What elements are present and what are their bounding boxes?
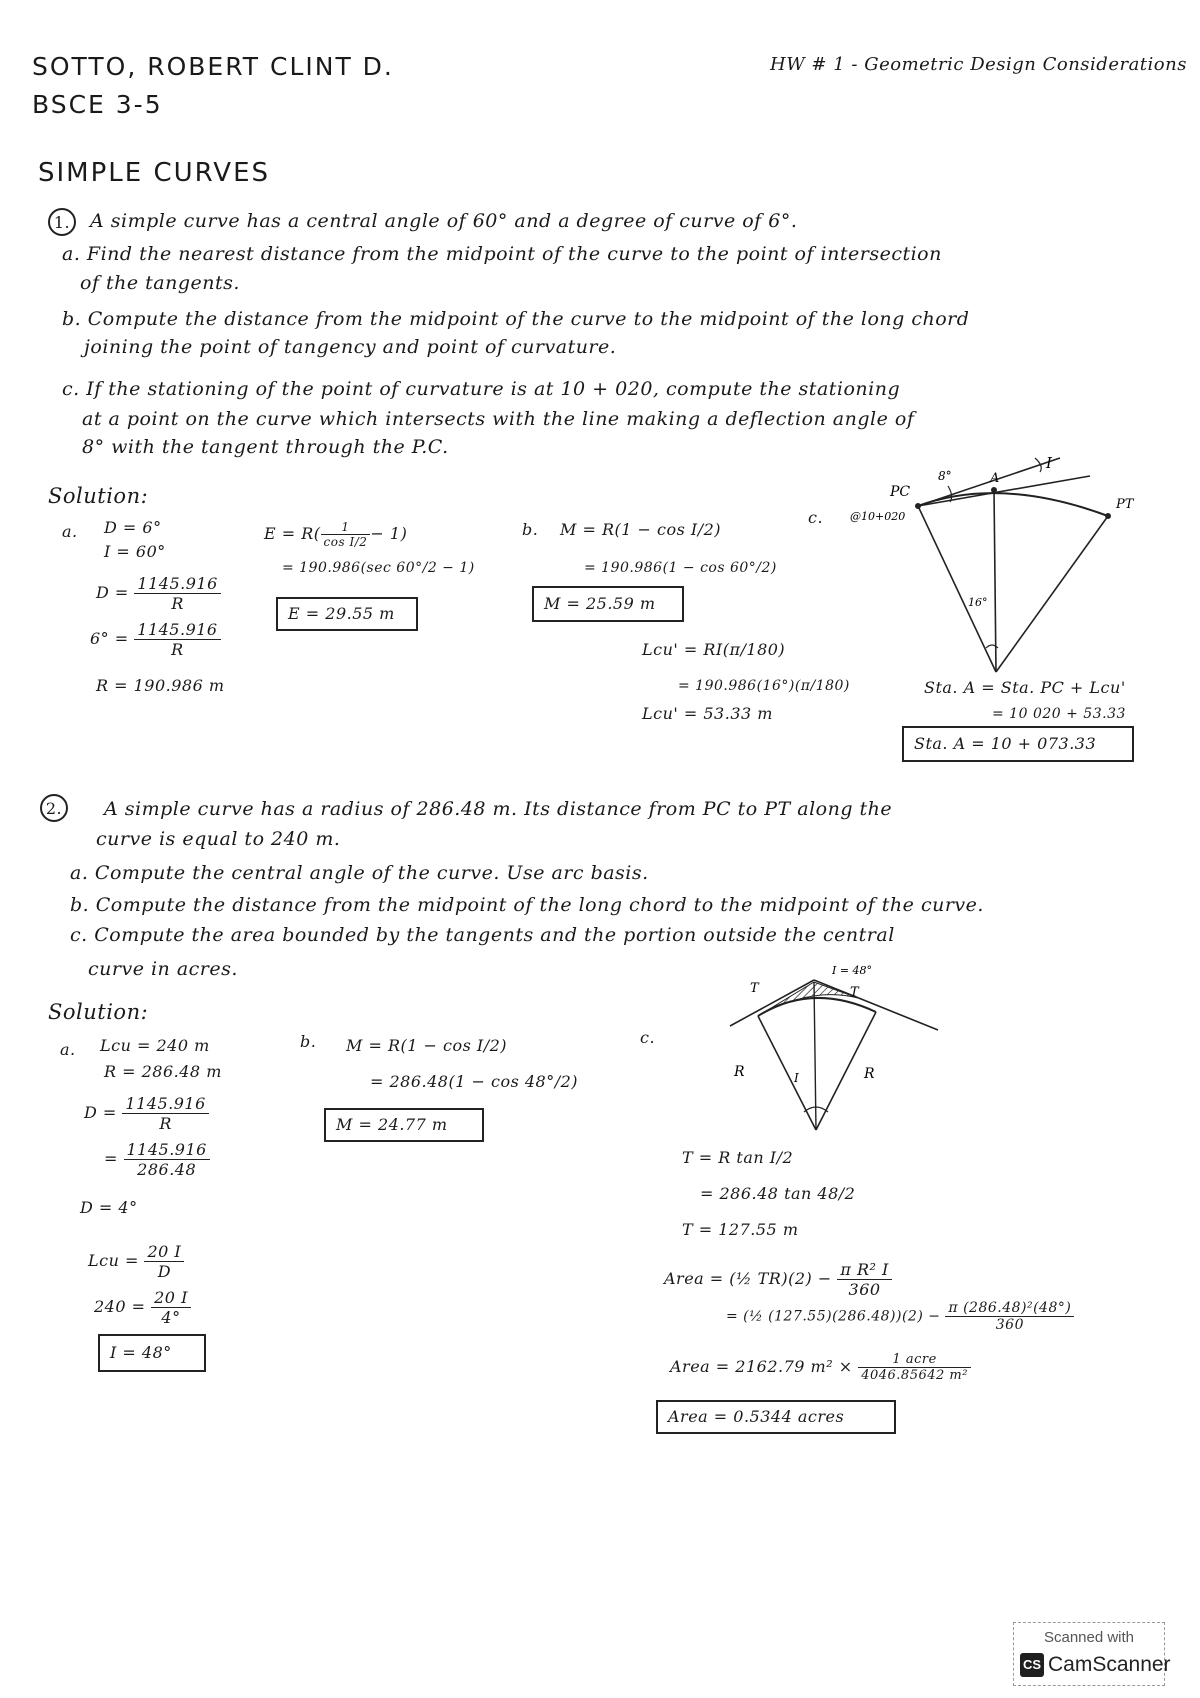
p1-part-a-line2: of the tangents. <box>80 272 240 294</box>
p1-sa-label: a. <box>62 522 78 541</box>
camscanner-watermark <box>1013 1622 1171 1686</box>
p1-sb-line3: Lcu' = RI(π/180) <box>642 640 786 659</box>
p1-sa-l3-den: R <box>171 594 184 613</box>
p2-sa-l7-den: 4° <box>161 1308 181 1327</box>
p1-sb-line2: = 190.986(1 − cos 60°/2) <box>584 560 777 576</box>
p1-sa-answer: E = 29.55 m <box>288 604 395 623</box>
p2-diagram-r2: R <box>864 1066 875 1082</box>
p1-solution-label: Solution: <box>48 484 149 508</box>
p2-sa-answer-box <box>98 1334 206 1372</box>
p1-sa-line4 <box>90 620 221 659</box>
p2-sa-l6-lhs: Lcu = <box>88 1251 139 1270</box>
p2-sb-line2: = 286.48(1 − cos 48°/2) <box>370 1072 579 1091</box>
p2-curve-diagram <box>716 964 956 1134</box>
watermark-top-text: Scanned with <box>1043 1629 1135 1646</box>
problem-2-number: 2. <box>40 794 68 822</box>
p2-part-b: b. Compute the distance from the midpoint of the long chord to the midpoint of the curve. <box>70 894 984 916</box>
p2-sc-area-line2 <box>726 1300 1074 1333</box>
p1-sa-e-formula <box>264 520 407 549</box>
p1-sa-e1a: E = R( <box>264 524 321 543</box>
p1-diagram-16deg: 16° <box>968 596 988 609</box>
p2-diagram-r1: R <box>734 1064 745 1080</box>
p1-radius-pt <box>996 516 1108 672</box>
p2-sa-l3-fraction <box>122 1094 208 1133</box>
p1-sb-line1: M = R(1 − cos I/2) <box>560 520 722 539</box>
p2-sb-label: b. <box>300 1032 317 1051</box>
p1-sa-line2: I = 60° <box>104 542 166 561</box>
p2-sa-line2: R = 286.48 m <box>104 1062 222 1081</box>
p1-sa-e1-fraction <box>321 520 371 549</box>
p1-diagram-a: A <box>990 471 1000 486</box>
p1-sa-l4-fraction <box>134 620 220 659</box>
p2-diagram-t1: T <box>750 981 759 996</box>
watermark-brand: CamScanner <box>1048 1653 1171 1676</box>
p2-sa-l6-fraction <box>144 1242 184 1281</box>
p1-sa-l4-num: 1145.916 <box>134 620 220 640</box>
p1-sc-answer: Sta. A = 10 + 073.33 <box>914 734 1097 753</box>
p2-sa-l7-num: 20 I <box>151 1288 191 1308</box>
p2-sc-line3: T = 127.55 m <box>682 1220 799 1239</box>
p1-sa-line3 <box>96 574 221 613</box>
p2-solution-label: Solution: <box>48 1000 149 1024</box>
p1-sc-label: c. <box>808 508 824 527</box>
p2-sa-l4-num: 1145.916 <box>124 1140 210 1160</box>
p2-sa-l3-lhs: D = <box>84 1103 117 1122</box>
p2-sa-line6 <box>88 1242 184 1281</box>
p1-pc-point <box>915 503 921 509</box>
p1-sc-line1: Sta. A = Sta. PC + Lcu' <box>924 678 1126 697</box>
p2-sc-area-line3 <box>670 1352 971 1383</box>
student-section: BSCE 3-5 <box>32 90 163 119</box>
p1-angle-8-arc <box>948 486 952 502</box>
p1-diagram-8deg: 8° <box>938 469 952 483</box>
p2-sa-line7 <box>94 1288 191 1327</box>
topic-title: SIMPLE CURVES <box>38 158 271 188</box>
p2-sc-area2-fraction <box>945 1300 1074 1333</box>
p1-sb-answer: M = 25.59 m <box>544 594 656 613</box>
p2-part-c-line1: c. Compute the area bounded by the tangents and the portion outside the central <box>70 924 895 946</box>
p2-sc-area1d: 360 <box>848 1280 881 1299</box>
p2-part-a: a. Compute the central angle of the curve. Use arc basis. <box>70 862 649 884</box>
p1-pt-point <box>1105 513 1111 519</box>
student-name: SOTTO, ROBERT CLINT D. <box>32 52 394 81</box>
p1-sc-line2: = 10 020 + 53.33 <box>992 706 1126 722</box>
p2-sc-area3-fraction <box>858 1352 971 1383</box>
p2-sa-line3 <box>84 1094 209 1133</box>
p2-radius-left <box>758 1016 816 1130</box>
p2-sa-l4-fraction <box>124 1140 210 1179</box>
p2-sc-area-line1 <box>664 1260 892 1299</box>
p1-part-c-line2: at a point on the curve which intersects with the line making a deflection angle of <box>82 408 915 430</box>
p2-sc-area3: Area = 2162.79 m² × <box>670 1357 853 1376</box>
homework-title: HW # 1 - Geometric Design Considerations <box>770 54 1187 75</box>
p2-sc-area2n: π (286.48)²(48°) <box>945 1300 1074 1317</box>
p2-sc-line1: T = R tan I/2 <box>682 1148 794 1167</box>
p1-statement: A simple curve has a central angle of 60° and a degree of curve of 6°. <box>90 210 798 232</box>
p2-sa-line5: D = 4° <box>80 1198 138 1217</box>
p1-part-c-line3: 8° with the tangent through the P.C. <box>82 436 449 458</box>
p2-statement-line2: curve is equal to 240 m. <box>96 828 341 850</box>
p2-sa-l7-fraction <box>151 1288 191 1327</box>
p2-sa-l6-den: D <box>157 1262 172 1281</box>
p2-diagram-i48: I = 48° <box>832 964 873 977</box>
p1-sa-e1b: − 1) <box>370 524 408 543</box>
p1-sa-e1d: cos I/2 <box>323 535 368 549</box>
p2-sa-line1: Lcu = 240 m <box>100 1036 210 1055</box>
p2-sc-area1: (½ TR)(2) − <box>729 1269 832 1288</box>
p1-part-b-line2: joining the point of tangency and point of curvature. <box>84 336 617 358</box>
p1-sa-l3-fraction <box>134 574 220 613</box>
p1-diagram-pt: PT <box>1116 497 1134 512</box>
p2-tangent-right <box>814 980 938 1030</box>
p2-sc-area2: = (½ (127.55)(286.48))(2) − <box>726 1308 941 1325</box>
p2-mid-line <box>814 982 816 1130</box>
p1-sa-l4-den: R <box>171 640 184 659</box>
p2-part-c-line2: curve in acres. <box>88 958 238 980</box>
p1-part-b-line1: b. Compute the distance from the midpoint of the curve to the midpoint of the long chord <box>62 308 970 330</box>
p1-diagram-station: @10+020 <box>850 510 906 523</box>
p2-sc-area1n: π R² I <box>837 1260 891 1280</box>
p2-statement-line1: A simple curve has a radius of 286.48 m. Its distance from PC to PT along the <box>104 798 893 820</box>
p1-sa-e1n: 1 <box>321 520 371 535</box>
p1-sa-l4-lhs: 6° = <box>90 629 129 648</box>
p2-sc-answer: Area = 0.5344 acres <box>668 1407 845 1426</box>
p1-sb-line5: Lcu' = 53.33 m <box>642 704 773 723</box>
p2-sc-area1-fraction <box>837 1260 891 1299</box>
p2-sa-l6-num: 20 I <box>144 1242 184 1262</box>
p1-part-a-line1: a. Find the nearest distance from the midpoint of the curve to the point of intersection <box>62 243 942 265</box>
p2-sc-line2: = 286.48 tan 48/2 <box>700 1184 856 1203</box>
p2-sc-label: c. <box>640 1028 656 1047</box>
p2-sa-l4-den: 286.48 <box>137 1160 197 1179</box>
p1-sa-l3-lhs: D = <box>96 583 129 602</box>
p1-radius-pc <box>918 506 996 672</box>
p2-sa-label: a. <box>60 1040 76 1059</box>
p2-sc-area3d: 4046.85642 m² <box>861 1368 968 1383</box>
p2-sc-answer-box <box>656 1400 896 1434</box>
p2-sa-l3-num: 1145.916 <box>122 1094 208 1114</box>
p2-sb-line1: M = R(1 − cos I/2) <box>346 1036 508 1055</box>
p1-part-c-line1: c. If the stationing of the point of curvature is at 10 + 020, compute the stationing <box>62 378 901 400</box>
p2-sc-area3n: 1 acre <box>858 1352 971 1368</box>
p1-sa-l3-num: 1145.916 <box>134 574 220 594</box>
p2-sb-answer-box <box>324 1108 484 1142</box>
p1-diagram-i: I <box>1046 454 1052 472</box>
p1-sa-e-substitution: = 190.986(sec 60°/2 − 1) <box>282 560 475 576</box>
p1-sb-line4: = 190.986(16°)(π/180) <box>678 678 850 694</box>
p1-sb-label: b. <box>522 520 539 539</box>
p2-sc-area2d: 360 <box>995 1317 1024 1333</box>
p1-sa-line1: D = 6° <box>104 518 162 537</box>
p1-radius-a <box>994 490 996 672</box>
p2-sa-answer: I = 48° <box>110 1343 172 1362</box>
p2-sa-line4 <box>104 1140 210 1179</box>
p2-sc-area1a: Area = <box>664 1269 724 1288</box>
camscanner-logo-icon: CS <box>1020 1653 1044 1677</box>
p2-diagram-i: I <box>794 1071 799 1085</box>
p1-sa-answer-box <box>276 597 418 631</box>
p1-sb-answer-box <box>532 586 684 622</box>
p2-tangent-left <box>730 980 814 1026</box>
p1-diagram-pc: PC <box>890 484 911 500</box>
p1-sa-line5: R = 190.986 m <box>96 676 225 695</box>
watermark-brand-row <box>1020 1653 1171 1677</box>
p1-curve-diagram <box>840 436 1170 686</box>
p1-sc-answer-box <box>902 726 1134 762</box>
p1-a-point <box>991 487 997 493</box>
p2-sa-l4-lhs: = <box>104 1149 118 1168</box>
p2-diagram-t2: T <box>850 985 859 1000</box>
problem-1-number: 1. <box>48 208 76 236</box>
p2-sb-answer: M = 24.77 m <box>336 1115 448 1134</box>
p2-sa-l3-den: R <box>159 1114 172 1133</box>
p2-sa-l7-lhs: 240 = <box>94 1297 146 1316</box>
